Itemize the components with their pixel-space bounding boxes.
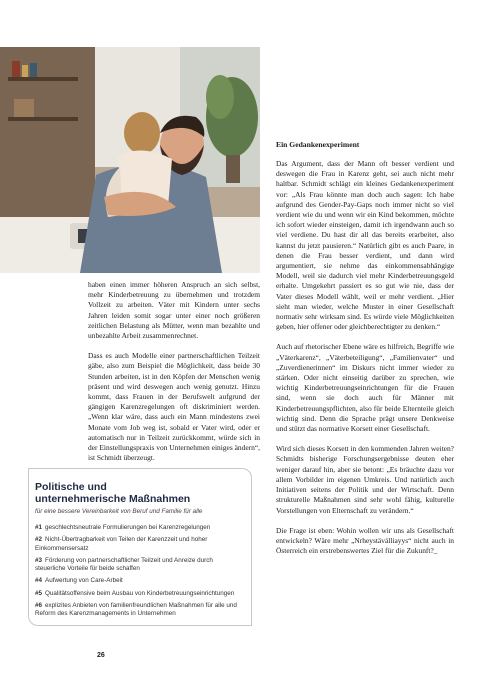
measure-number: #4 [35,577,43,585]
paragraph: Die Frage ist eben: Wohin wollen wir uns als Gesellschaft entwickeln? Wäre mehr „Nrheystäválliayys“ nicht auch in Österreich ein erstrebenswertes Ziel für die Zukunft?_ [276,525,454,556]
paragraph: Wird sich dieses Korsett in den kommenden Jahren weiten? Schmidts bisherige Forschungsergebnisse deuten eher weniger darauf hin, aber sie betont: „Es bräuchte dazu vor allem Vorbilder im eigenen Umkreis. Und natürlich auch Initiativen seitens der Politik und der Wirtschaft. Denn strukturelle Maßnahmen sind sehr wohl fähig, kulturelle Vorstellungen von Elternschaft zu verändern.“ [276,444,454,515]
paragraph: Auch auf rhetorischer Ebene wäre es hilfreich, Begriffe wie „Väterkarenz“, „Väterbeteiligung“, „Familienvater“ und „Zuverdienerinnen“ im Diskurs nicht immer wieder zu stärken. Oder nicht einseitig darüber zu sprechen, wie wichtig Kinderbetreuungseinrichtungen für die Frauen sind, wenn sie doch auch für Männer mit Kinderbetreuungspflichten, also für beide Elternteile gleich wichtig sind. Denn die Sprache prägt unsere Denkweise und stützt das normative Korsett einer Gesellschaft. [276,342,454,434]
paragraph: Das Argument, dass der Mann oft besser verdient und deswegen die Frau in Karenz geht, sei auch nicht mehr haltbar. Schmidt schlägt ein kleines Gedankenexperiment vor: „Als Frau könnte man doch auch sagen: Ich habe aufgrund des Gender-Pay-Gaps noch immer nicht so viel verdient wie du und wenn wir ein Kind bekommen, möchte ich sofort wieder einsteigen, damit ich irgendwann auch so viel verdiene. Du hast dir all das bereits erarbeitet, also kannst du jetzt pausieren.“ Natürlich gibt es auch Paare, in denen die Frau besser verdient, und dann wird argumentiert, sie nehme das einkommensabhängige Modell, weil sie dadurch viel mehr Kinderbetreuungsgeld erhalte. Umgekehrt passiert es so gut wie nie, dass der Vater dieses Modell wählt, weil er mehr verdient. „Hier sieht man wieder, welche Muster in einer Gesellschaft normativ sehr wirksam sind. Es würde viele Möglichkeiten geben, hier offener oder gleichberechtigter zu denken.“ [276,159,454,332]
measure-number: #3 [35,556,43,564]
measure-item [35,524,245,532]
father-child-illustration [0,47,260,273]
measure-text: geschlechtsneutrale Formulierungen bei Karenzregelungen [45,524,211,531]
section-heading: Ein Gedankenexperiment [276,140,360,149]
measure-number: #6 [35,602,43,610]
paragraph: Dass es auch Modelle einer partnerschaftlichen Teilzeit gäbe, also zum Beispiel die Möglichkeit, dass beide 30 Stunden arbeiten, ist in den Köpfen der Menschen wenig präsent und wird deswegen auch wenig genutzt. Hinzu kommt, dass Frauen in der Berufswelt aufgrund der gängigen Karenzregelungen oft diskriminiert werden. „Wenn klar wäre, dass auch ein Mann mindestens zwei Monate vom Job weg ist, sobald er Vater wird, oder er automatisch nur in Teilzeit zurückkommt, würde sich in der Einstellungspraxis von Unternehmen einiges ändern“, ist Schmidt überzeugt. [88,351,260,463]
measure-text: explizites Anbieten von familienfreundlichen Maßnahmen für alle und Reform des Karenzmanagements in Unternehmen [35,602,237,618]
measure-text: Qualitätsoffensive beim Ausbau von Kinderbetreuungseinrichtungen [45,589,235,597]
infobox-subtitle: für eine bessere Vereinbarkeit von Beruf und Familie für alle [35,508,203,515]
measure-text: Nicht-Übertragbarkeit von Teilen der Karenzzeit und hoher Einkommensersatz [35,536,208,552]
paragraph: haben einen immer höheren Anspruch an sich selbst, mehr Kinderbetreuung zu übernehmen und trotzdem Vollzeit zu arbeiten. Väter mit Kindern unter sechs Jahren leiden somit sogar unter einer noch größeren zeitlichen Belastung als Mütter, wenn man bezahlte und unbezahlte Arbeit zusammenrechnet. [88,280,260,341]
measure-item [35,557,245,574]
right-text-column [276,140,454,566]
measure-item [35,602,245,619]
measure-item [35,536,245,553]
article-photo [0,47,260,273]
measure-text: Aufwertung von Care-Arbeit [45,577,123,585]
measure-number: #2 [35,536,43,544]
left-text-column [88,280,260,473]
infobox-title: Politische und unternehmerische Maßnahmen [35,481,191,505]
page-number: 26 [97,652,105,659]
measures-infobox [28,468,252,626]
measure-text: Förderung von partnerschaftlicher Teilzeit und Anreize durch steuerliche Vorteile für beide schaffen [35,556,213,573]
measure-item [35,577,245,585]
measure-item [35,590,245,598]
measure-number: #5 [35,589,43,597]
measure-number: #1 [35,524,43,531]
